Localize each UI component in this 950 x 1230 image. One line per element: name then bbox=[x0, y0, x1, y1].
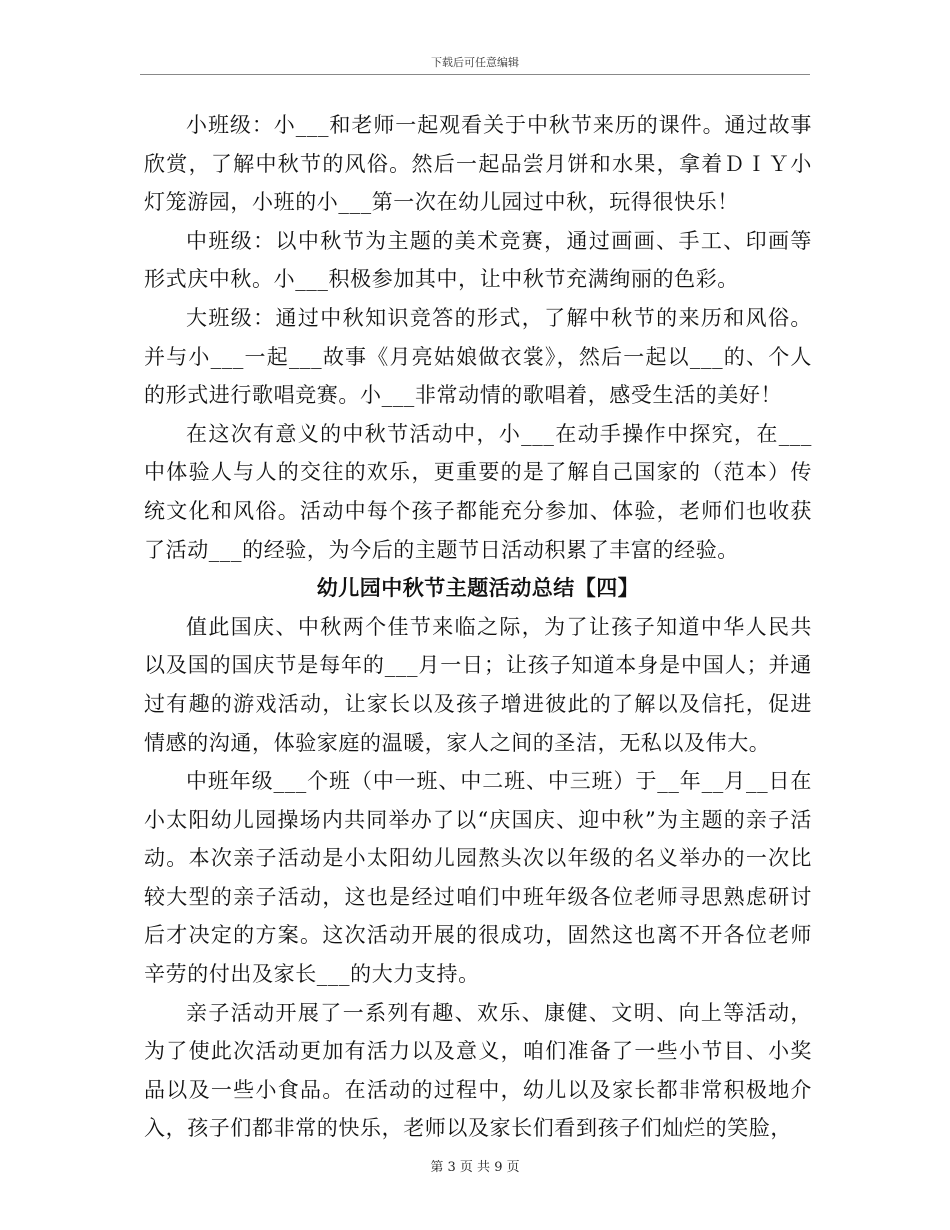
page-header: 下载后可任意编辑 bbox=[431, 56, 519, 69]
paragraph-middle-class: 中班级：以中秋节为主题的美术竞赛，通过画画、手工、印画等形式庆中秋。小___积极参加其中，让中秋节充满绚丽的色彩。 bbox=[144, 228, 812, 292]
paragraph-event: 中班年级___个班（中一班、中二班、中三班）于__年__月__日在小太阳幼儿园操场内共同举办了以“庆国庆、迎中秋”为主题的亲子活动。本次亲子活动是小太阳幼儿园熬头次以年级的名义举办的一次比较大型的亲子活动，这也是经过咱们中班年级各位老师寻思熟虑研讨后才决定的方案。这次活动开展的很成功，固然这也离不开各位老师辛劳的付出及家长___的大力支持。 bbox=[144, 769, 812, 987]
paragraph-activities: 亲子活动开展了一系列有趣、欢乐、康健、文明、向上等活动，为了使此次活动更加有活力以及意义，咱们准备了一些小节目、小奖品以及一些小食品。在活动的过程中，幼儿以及家长都非常积极地介入，孩子们都非常的快乐，老师以及家长们看到孩子们灿烂的笑脸， bbox=[144, 1000, 812, 1141]
paragraph-small-class: 小班级：小___和老师一起观看关于中秋节来历的课件。通过故事欣赏，了解中秋节的风俗。然后一起品尝月饼和水果，拿着ＤＩＹ小灯笼游园，小班的小___第一次在幼儿园过中秋，玩得很快乐！ bbox=[144, 113, 812, 215]
header-divider bbox=[140, 74, 810, 75]
paragraph-large-class: 大班级：通过中秋知识竞答的形式，了解中秋节的来历和风俗。并与小___一起___故事《月亮姑娘做衣裳》，然后一起以___的、个人的形式进行歌唱竞赛。小___非常动情的歌唱着，感受生活的美好！ bbox=[144, 305, 812, 408]
document-body bbox=[144, 106, 812, 1148]
page-number: 第 3 页 共 9 页 bbox=[430, 1160, 520, 1175]
paragraph-summary: 在这次有意义的中秋节活动中，小___在动手操作中探究，在___中体验人与人的交往的欢乐，更重要的是了解自己国家的（范本）传统文化和风俗。活动中每个孩子都能充分参加、体验，老师们也收获了活动___的经验，为今后的主题节日活动积累了丰富的经验。 bbox=[144, 421, 812, 562]
paragraph-intro: 值此国庆、中秋两个佳节来临之际，为了让孩子知道中华人民共以及国的国庆节是每年的___月一日；让孩子知道本身是中国人；并通过有趣的游戏活动，让家长以及孩子增进彼此的了解以及信托，促进情感的沟通，体验家庭的温暖，家人之间的圣洁，无私以及伟大。 bbox=[144, 614, 812, 755]
section-title: 幼儿园中秋节主题活动总结【四】 bbox=[316, 576, 640, 601]
